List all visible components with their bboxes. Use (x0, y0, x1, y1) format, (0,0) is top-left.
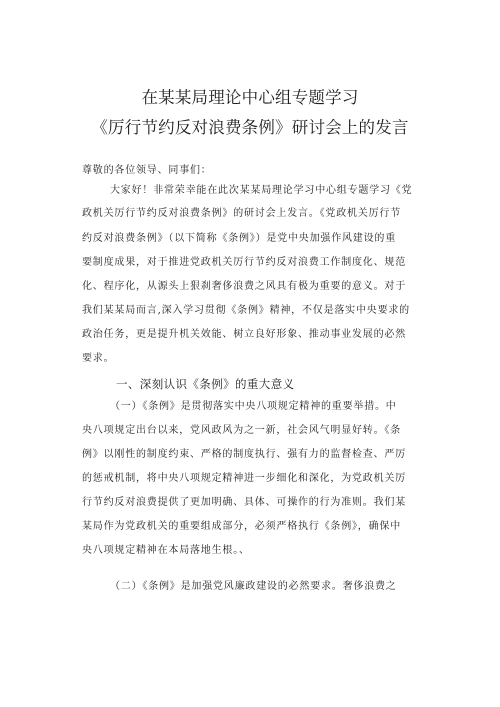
intro-paragraph-line: 政治任务，更是提升机关效能、树立良好形象、推动事业发展的必然 (82, 329, 406, 340)
section1-paragraph-line: 某局作为党政机关的重要组成部分，必须严格执行《条例》，确保中 (82, 521, 401, 532)
section1-paragraph-line: 的惩戒机制，将中央八项规定精神进一步细化和深化，为党政机关厉 (82, 473, 406, 484)
intro-paragraph-line: 化、程序化，从源头上狠刹奢侈浪费之风具有极为重要的意义。对于 (82, 281, 406, 292)
intro-paragraph-line: 要求。 (82, 353, 115, 364)
section1-paragraph-line: （二）《条例》是加强党风廉政建设的必然要求。奢侈浪费之 (110, 581, 397, 592)
intro-paragraph-line: 要制度成果，对于推进党政机关厉行节约反对浪费工作制度化、规范 (82, 257, 406, 268)
intro-paragraph-line: 我们某某局而言,深入学习贯彻《条例》精神，不仅是落实中央要求的 (82, 305, 410, 316)
intro-paragraph-line: 政机关厉行节约反对浪费条例》的研讨会上发言。《党政机关厉行节 (82, 208, 401, 219)
section1-paragraph-line: 例》以刚性的制度约束、严格的制度执行、强有力的监督检查、严厉 (82, 449, 406, 460)
section1-paragraph-line: 央八项规定精神在本局落地生根。、 (82, 545, 250, 556)
section1-paragraph-line: （一）《条例》是贯彻落实中央八项规定精神的重要举措。中 (110, 401, 397, 412)
section1-paragraph-line: 行节约反对浪费提供了更加明确、具体、可操作的行为准则。我们某 (82, 497, 406, 508)
document-title-line1: 在某某局理论中心组专题学习 (141, 88, 359, 107)
intro-paragraph-line: 大家好！非常荣幸能在此次某某局理论学习中心组专题学习《党 (110, 185, 413, 196)
section-heading: 一、深刻认识《条例》的重大意义 (116, 377, 295, 391)
salutation: 尊敬的各位领导、同事们： (82, 165, 212, 176)
document-title-line2: 《厉行节约反对浪费条例》研讨会上的发言 (91, 118, 409, 137)
intro-paragraph-line: 约反对浪费条例》（以下简称《条例》）是党中央加强作风建设的重 (82, 233, 396, 244)
section1-paragraph-line: 央八项规定出台以来，党风政风为之一新，社会风气明显好转。《条 (82, 425, 401, 436)
